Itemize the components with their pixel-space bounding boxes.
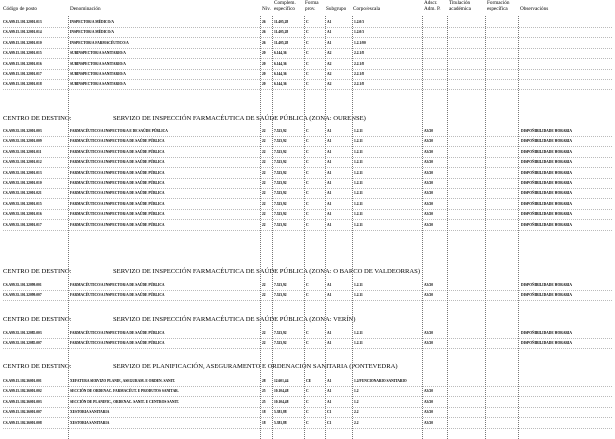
cell-niv: 22 (262, 201, 266, 206)
cell-forma: C (306, 139, 309, 144)
cell-adscr: A3/20 (424, 201, 433, 206)
cell-sub: A1 (327, 331, 332, 335)
cell-code: CS.A99.15.102.36001.001 (3, 379, 42, 383)
cell-niv: 18 (262, 420, 266, 425)
cell-forma: C (306, 222, 309, 227)
table-row (0, 329, 615, 339)
cell-code: CS.A99.15.102.36001.008 (3, 420, 42, 425)
table-row (0, 281, 615, 291)
table-row (0, 148, 615, 158)
cell-corpo: 2.2 (354, 420, 359, 425)
centro-destino-name: SERVIZO DE PLANIFICACIÓN, ASEGURAMENTO E ORDENACIÓN SANITARIA (PONTEVEDRA) (113, 363, 398, 370)
cell-comp: 5.381,88 (274, 420, 287, 425)
cell-name: FARMACÉUTICO/A INSPECTOR/A DE SAÚDE PÚBLICA (70, 283, 165, 287)
cell-code: CS.A99.35.101.32001.011 (3, 149, 42, 154)
cell-forma: C (306, 40, 309, 45)
cell-forma: C (306, 331, 309, 335)
table-row (0, 70, 615, 80)
cell-name: INSPECTOR/A FARMACÉUTICO/A (70, 40, 129, 45)
cell-comp: 6.144,36 (274, 82, 287, 87)
cell-corpo: 1.2.11 (354, 201, 363, 206)
cell-name: FARMACÉUTICO/A INSPECTOR/A DE SAÚDE PÚBLICA (70, 212, 165, 217)
cell-adscr: A3/20 (424, 139, 433, 144)
cell-niv: 22 (262, 129, 266, 133)
cell-comp: 5.381,88 (274, 410, 287, 415)
cell-comp: 7.523,92 (274, 341, 287, 346)
cell-comp: 11.405,28 (274, 40, 289, 45)
table-row (0, 137, 615, 147)
table-row (0, 169, 615, 179)
cell-corpo: 1.2.11 (354, 293, 363, 298)
cell-comp: 10.104,48 (274, 399, 289, 404)
cell-code: CS.A99.15.101.32001.018 (3, 82, 42, 87)
cell-name: SECCIÓN DE PLANIFIC., ORDENAC. SANIT. E CENTROS SANIT. (70, 399, 179, 404)
centro-destino-label: CENTRO DE DESTINO: (3, 363, 72, 370)
row-divider (3, 230, 612, 231)
cell-comp: 7.523,92 (274, 181, 287, 185)
col-header-titulacion-top: Titulación (449, 0, 471, 6)
cell-corpo: 1.2.11 (354, 222, 363, 227)
cell-forma: C (306, 201, 309, 206)
cell-niv: 28 (262, 379, 266, 383)
cell-niv: 22 (262, 149, 266, 154)
cell-corpo: 1.2.11 (354, 283, 363, 287)
cell-forma: C (306, 283, 309, 287)
cell-code: CS.A99.35.101.32001.015 (3, 201, 42, 206)
cell-sub: A1 (327, 160, 332, 165)
centro-destino-name: SERVIZO DE INSPECCIÓN FARMACÉUTICA DE SAÚDE PÚBLICA (ZONA: O BARCO DE VALDEORRAS) (113, 268, 421, 275)
cell-sub: A1 (327, 379, 332, 383)
cell-corpo: 1.2.11 (354, 170, 363, 175)
table-row (0, 419, 615, 429)
cell-niv: 22 (262, 212, 266, 217)
cell-comp: 6.144,36 (274, 72, 287, 76)
col-header-subgrupo: Subgrupo (326, 6, 347, 12)
cell-name: FARMACÉUTICO/A INSPECTOR/A DE SAÚDE PÚBLICA (70, 201, 165, 206)
cell-name: FARMACÉUTICO/A INSPECTOR/A DE SAÚDE PÚBLICA (70, 293, 165, 298)
cell-niv: 22 (262, 341, 266, 346)
cell-niv: 20 (262, 82, 266, 87)
cell-forma: C (306, 293, 309, 298)
row-divider (3, 428, 612, 429)
cell-sub: A1 (327, 341, 332, 346)
cell-adscr: A3/20 (424, 149, 433, 154)
cell-niv: 26 (262, 30, 266, 35)
table-row (0, 179, 615, 189)
cell-corpo: 2.2.1/8 (354, 72, 364, 76)
row-divider (3, 300, 612, 301)
cell-sub: A1 (327, 201, 332, 206)
cell-sub: A1 (327, 181, 332, 185)
cell-corpo: 1.2.11 (354, 181, 363, 185)
cell-niv: 22 (262, 331, 266, 335)
cell-name: FARMACÉUTICO/A INSPECTOR/A DE SAÚDE PÚBLICA (70, 149, 165, 154)
cell-sub: A1 (327, 212, 332, 217)
cell-sub: A2 (327, 61, 332, 66)
cell-obs: DISPOÑIBILIDADE HORARIA (521, 149, 573, 154)
cell-forma: C (306, 410, 309, 415)
table-row (0, 339, 615, 349)
cell-comp: 7.523,92 (274, 283, 287, 287)
column-separator (325, 16, 326, 439)
cell-code: CS.A99.15.101.32001.016 (3, 61, 42, 66)
cell-name: FARMACÉUTICO/A INSPECTOR/A DE SAÚDE PÚBLICA (70, 160, 165, 165)
cell-code: CS.A99.35.101.32001.017 (3, 222, 42, 227)
cell-sub: A1 (327, 293, 332, 298)
table-row (0, 80, 615, 90)
cell-comp: 7.523,92 (274, 160, 287, 165)
cell-forma: C (306, 61, 309, 66)
cell-corpo: 1.2.11 (354, 129, 363, 133)
cell-sub: A1 (327, 20, 332, 24)
cell-sub: A1 (327, 129, 332, 133)
cell-niv: 20 (262, 51, 266, 56)
table-row (0, 398, 615, 408)
table-row (0, 387, 615, 397)
col-header-corpo: Corpo/escala (353, 6, 381, 12)
cell-code: CS.A99.15.101.32001.015 (3, 51, 42, 56)
cell-corpo: 1.2.11 (354, 341, 363, 346)
column-separator (485, 16, 486, 439)
column-separator (68, 16, 69, 439)
cell-obs: DISPOÑIBILIDADE HORARIA (521, 129, 573, 133)
cell-obs: DISPOÑIBILIDADE HORARIA (521, 222, 573, 227)
cell-sub: A1 (327, 40, 332, 45)
cell-comp: 7.523,92 (274, 191, 287, 196)
cell-forma: C (306, 51, 309, 56)
cell-niv: 26 (262, 40, 266, 45)
column-separator (422, 16, 423, 439)
cell-code: CS.A99.15.101.32001.014 (3, 30, 42, 35)
col-header-forma-top: Forma (305, 0, 319, 6)
cell-comp: 7.523,92 (274, 222, 287, 227)
centro-destino-label: CENTRO DE DESTINO: (3, 316, 72, 323)
cell-adscr: A3/20 (424, 191, 433, 196)
table-row (0, 158, 615, 168)
cell-forma: C (306, 170, 309, 175)
cell-niv: 25 (262, 399, 266, 404)
cell-name: SUBINSPECTOR/A SANITARIO/A (70, 82, 126, 87)
cell-corpo: 2.2 (354, 410, 359, 415)
cell-comp: 10.104,48 (274, 389, 289, 394)
table-row (0, 189, 615, 199)
cell-name: FARMACÉUTICO/A INSPECTOR/A DE SAÚDE PÚBLICA (70, 139, 165, 144)
cell-obs: DISPOÑIBILIDADE HORARIA (521, 283, 573, 287)
cell-comp: 12.601,44 (274, 379, 289, 383)
cell-name: FARMACÉUTICO/A INSPECTOR/A DE SAÚDE PÚBLICA (70, 331, 165, 335)
cell-name: XEFATURA SERVIZO PLANIF., ASEGURAM. E ORDEN. SANIT. (70, 379, 176, 383)
cell-niv: 22 (262, 160, 266, 165)
cell-forma: C (306, 420, 309, 425)
cell-comp: 6.144,36 (274, 61, 287, 66)
cell-adscr: A3/20 (424, 170, 433, 175)
cell-name: FARMACÉUTICO/A INSPECTOR/A DE SAÚDE PÚBLICA (70, 181, 165, 185)
cell-name: INSPECTOR/A MÉDICO/A (70, 20, 114, 24)
cell-comp: 7.523,92 (274, 293, 287, 298)
cell-niv: 22 (262, 222, 266, 227)
cell-sub: A1 (327, 191, 332, 196)
cell-obs: DISPOÑIBILIDADE HORARIA (521, 191, 573, 196)
cell-obs: DISPOÑIBILIDADE HORARIA (521, 331, 573, 335)
cell-adscr: A3/20 (424, 331, 433, 335)
centro-destino-name: SERVIZO DE INSPECCIÓN FARMACÉUTICA DE SAÚDE PÚBLICA (ZONA: OURENSE) (113, 115, 366, 122)
cell-sub: A1 (327, 170, 332, 175)
cell-forma: C (306, 181, 309, 185)
cell-sub: C1 (327, 410, 332, 415)
cell-code: CS.A99.35.101.32001.012 (3, 160, 42, 165)
cell-corpo: 2.2.1/8 (354, 61, 364, 66)
cell-adscr: A3/20 (424, 389, 433, 394)
cell-comp: 7.523,92 (274, 149, 287, 154)
cell-code: CS.A99.35.101.32001.021 (3, 191, 42, 196)
cell-adscr: A3/20 (424, 410, 433, 415)
table-row (0, 291, 615, 301)
cell-corpo: 1.2.0/3 (354, 30, 364, 35)
cell-obs: DISPOÑIBILIDADE HORARIA (521, 181, 573, 185)
cell-corpo: 1.2.11 (354, 139, 363, 144)
cell-comp: 7.523,92 (274, 139, 287, 144)
cell-comp: 7.523,92 (274, 129, 287, 133)
cell-code: CS.A99.35.101.32085.003 (3, 331, 42, 335)
cell-forma: C (306, 160, 309, 165)
cell-corpo: 1.2 (354, 389, 359, 394)
col-header-codigo: Código de posto (3, 6, 38, 12)
cell-code: CS.A99.15.101.32001.013 (3, 20, 42, 24)
cell-forma: C (306, 72, 309, 76)
cell-obs: DISPOÑIBILIDADE HORARIA (521, 341, 573, 346)
cell-forma: C (306, 191, 309, 196)
cell-code: CS.A99.35.101.32001.003 (3, 129, 42, 133)
cell-adscr: A3/20 (424, 283, 433, 287)
cell-name: XESTORIA SANITARIA (70, 410, 110, 415)
table-row (0, 18, 615, 28)
cell-adscr: A3/20 (424, 181, 433, 185)
cell-niv: 22 (262, 181, 266, 185)
cell-adscr: A3/20 (424, 399, 433, 404)
cell-corpo: 1.2.11 (354, 331, 363, 335)
cell-adscr: A3/20 (424, 160, 433, 165)
col-header-forma-bottom: prov. (305, 6, 316, 12)
cell-comp: 6.144,36 (274, 51, 287, 56)
cell-niv: 22 (262, 139, 266, 144)
cell-corpo: 2.2.1/8 (354, 51, 364, 56)
cell-forma: C (306, 129, 309, 133)
col-header-observacions: Observacións (520, 6, 549, 12)
cell-corpo: 1.2/FUNCIONARIO SANITARIO (354, 379, 407, 383)
col-header-formacion-bottom: específica (487, 6, 508, 12)
table-row (0, 39, 615, 49)
table-row (0, 221, 615, 231)
col-header-complem-top: Complem. (274, 0, 296, 6)
cell-forma: C (306, 341, 309, 346)
cell-sub: A1 (327, 283, 332, 287)
cell-code: CS.A99.15.102.36001.007 (3, 410, 42, 415)
cell-sub: A2 (327, 72, 332, 76)
cell-obs: DISPOÑIBILIDADE HORARIA (521, 160, 573, 165)
cell-niv: 25 (262, 389, 266, 394)
col-header-complem-bottom: específico (274, 6, 296, 12)
cell-code: CS.A99.35.101.32001.009 (3, 139, 42, 144)
cell-code: CS.A99.15.101.32001.017 (3, 72, 42, 76)
cell-code: CS.A99.35.101.32099.001 (3, 283, 42, 287)
cell-name: SUBINSPECTOR/A SANITARIO/A (70, 51, 126, 56)
cell-name: FARMACÉUTICO/A INSPECTOR/A E DE SAÚDE PÚBLICA (70, 129, 168, 133)
cell-adscr: A3/20 (424, 420, 433, 425)
cell-sub: A1 (327, 389, 332, 394)
table-row (0, 377, 615, 387)
cell-sub: A2 (327, 82, 332, 87)
column-separator (518, 16, 519, 439)
cell-corpo: 1.2.11 (354, 160, 363, 165)
cell-code: CS.A99.35.101.32001.013 (3, 170, 42, 175)
cell-name: SUBINSPECTOR/A SANITARIO/A (70, 61, 126, 66)
cell-niv: 22 (262, 191, 266, 196)
row-divider (3, 348, 612, 349)
cell-obs: DISPOÑIBILIDADE HORARIA (521, 212, 573, 217)
cell-sub: A2 (327, 51, 332, 56)
cell-code: CS.A99.35.101.32085.007 (3, 341, 42, 346)
col-header-formacion-top: Formación (487, 0, 510, 6)
cell-name: FARMACÉUTICO/A INSPECTOR/A DE SAÚDE PÚBLICA (70, 191, 165, 196)
cell-niv: 18 (262, 410, 266, 415)
cell-code: CS.A99.15.102.36001.003 (3, 399, 42, 404)
cell-name: FARMACÉUTICO/A INSPECTOR/A DE SAÚDE PÚBLICA (70, 170, 165, 175)
cell-adscr: A3/20 (424, 212, 433, 217)
cell-obs: DISPOÑIBILIDADE HORARIA (521, 293, 573, 298)
cell-comp: 7.523,92 (274, 201, 287, 206)
cell-corpo: 1.2.11 (354, 212, 363, 217)
cell-obs: DISPOÑIBILIDADE HORARIA (521, 170, 573, 175)
cell-forma: C (306, 149, 309, 154)
column-separator (304, 16, 305, 439)
cell-adscr: A3/20 (424, 341, 433, 346)
cell-comp: 11.405,28 (274, 20, 289, 24)
cell-name: SUBINSPECTOR/A SANITARIO/A (70, 72, 126, 76)
cell-name: INSPECTOR/A MÉDICO/A (70, 30, 114, 35)
table-row (0, 28, 615, 38)
cell-code: CS.A99.15.102.36001.002 (3, 389, 42, 394)
cell-name: SECCIÓN DE ORDENAC. FARMACÉUT. E PRODUTOS SANITAR. (70, 389, 179, 394)
column-separator (352, 16, 353, 439)
cell-comp: 7.523,92 (274, 331, 287, 335)
centro-destino-name: SERVIZO DE INSPECCIÓN FARMACÉUTICA DE SAÚDE PÚBLICA (ZONA: VERÍN) (113, 316, 356, 323)
cell-forma: C (306, 82, 309, 87)
cell-sub: A1 (327, 149, 332, 154)
table-row (0, 127, 615, 137)
cell-niv: 22 (262, 293, 266, 298)
cell-niv: 20 (262, 72, 266, 76)
cell-corpo: 1.2.11 (354, 149, 363, 154)
cell-sub: A1 (327, 399, 332, 404)
column-separator (447, 16, 448, 439)
cell-name: XESTORIA SANITARIA (70, 420, 110, 425)
cell-sub: A1 (327, 222, 332, 227)
cell-forma: C (306, 212, 309, 217)
cell-name: FARMACÉUTICO/A INSPECTOR/A DE SAÚDE PÚBLICA (70, 341, 165, 346)
cell-code: CS.A99.35.101.32001.010 (3, 181, 42, 185)
centro-destino-label: CENTRO DE DESTINO: (3, 115, 72, 122)
table-row (0, 408, 615, 418)
cell-forma: C (306, 389, 309, 394)
cell-comp: 11.405,28 (274, 30, 289, 35)
cell-corpo: 2.2.1/8 (354, 82, 364, 87)
col-header-adscr-top: Adscr. (424, 0, 438, 6)
cell-corpo: 1.2 (354, 399, 359, 404)
cell-code: CS.A99.35.101.32099.007 (3, 293, 42, 298)
cell-forma: CE (306, 379, 311, 383)
cell-code: CS.A99.15.101.32001.010 (3, 40, 42, 45)
cell-sub: A1 (327, 139, 332, 144)
cell-comp: 7.523,92 (274, 212, 287, 217)
cell-corpo: 1.2.11 (354, 191, 363, 196)
col-header-adscr-bottom: Adm. P. (424, 6, 441, 12)
cell-comp: 7.523,92 (274, 170, 287, 175)
cell-adscr: A3/20 (424, 129, 433, 133)
cell-forma: C (306, 20, 309, 24)
cell-forma: C (306, 30, 309, 35)
cell-adscr: A3/20 (424, 293, 433, 298)
row-divider (3, 89, 612, 90)
cell-name: FARMACÉUTICO/A INSPECTOR/A DE SAÚDE PÚBLICA (70, 222, 165, 227)
cell-sub: C1 (327, 420, 332, 425)
cell-corpo: 1.2.1/00 (354, 40, 366, 45)
cell-adscr: A3/20 (424, 222, 433, 227)
table-row (0, 200, 615, 210)
cell-niv: 22 (262, 283, 266, 287)
cell-niv: 20 (262, 61, 266, 66)
cell-sub: A1 (327, 30, 332, 35)
cell-corpo: 1.2.0/3 (354, 20, 364, 24)
table-row (0, 210, 615, 220)
col-header-denominacion: Denominación (70, 6, 101, 12)
cell-niv: 22 (262, 170, 266, 175)
column-separator (272, 16, 273, 439)
cell-obs: DISPOÑIBILIDADE HORARIA (521, 139, 573, 144)
table-row (0, 60, 615, 70)
cell-code: CS.A99.35.101.32001.016 (3, 212, 42, 217)
column-separator (260, 16, 261, 439)
cell-forma: C (306, 399, 309, 404)
centro-destino-label: CENTRO DE DESTINO: (3, 268, 72, 275)
col-header-titulacion-bottom: académica (449, 6, 471, 12)
cell-niv: 26 (262, 20, 266, 24)
table-row (0, 49, 615, 59)
cell-obs: DISPOÑIBILIDADE HORARIA (521, 201, 573, 206)
col-header-nivel: Nív. (262, 6, 271, 12)
